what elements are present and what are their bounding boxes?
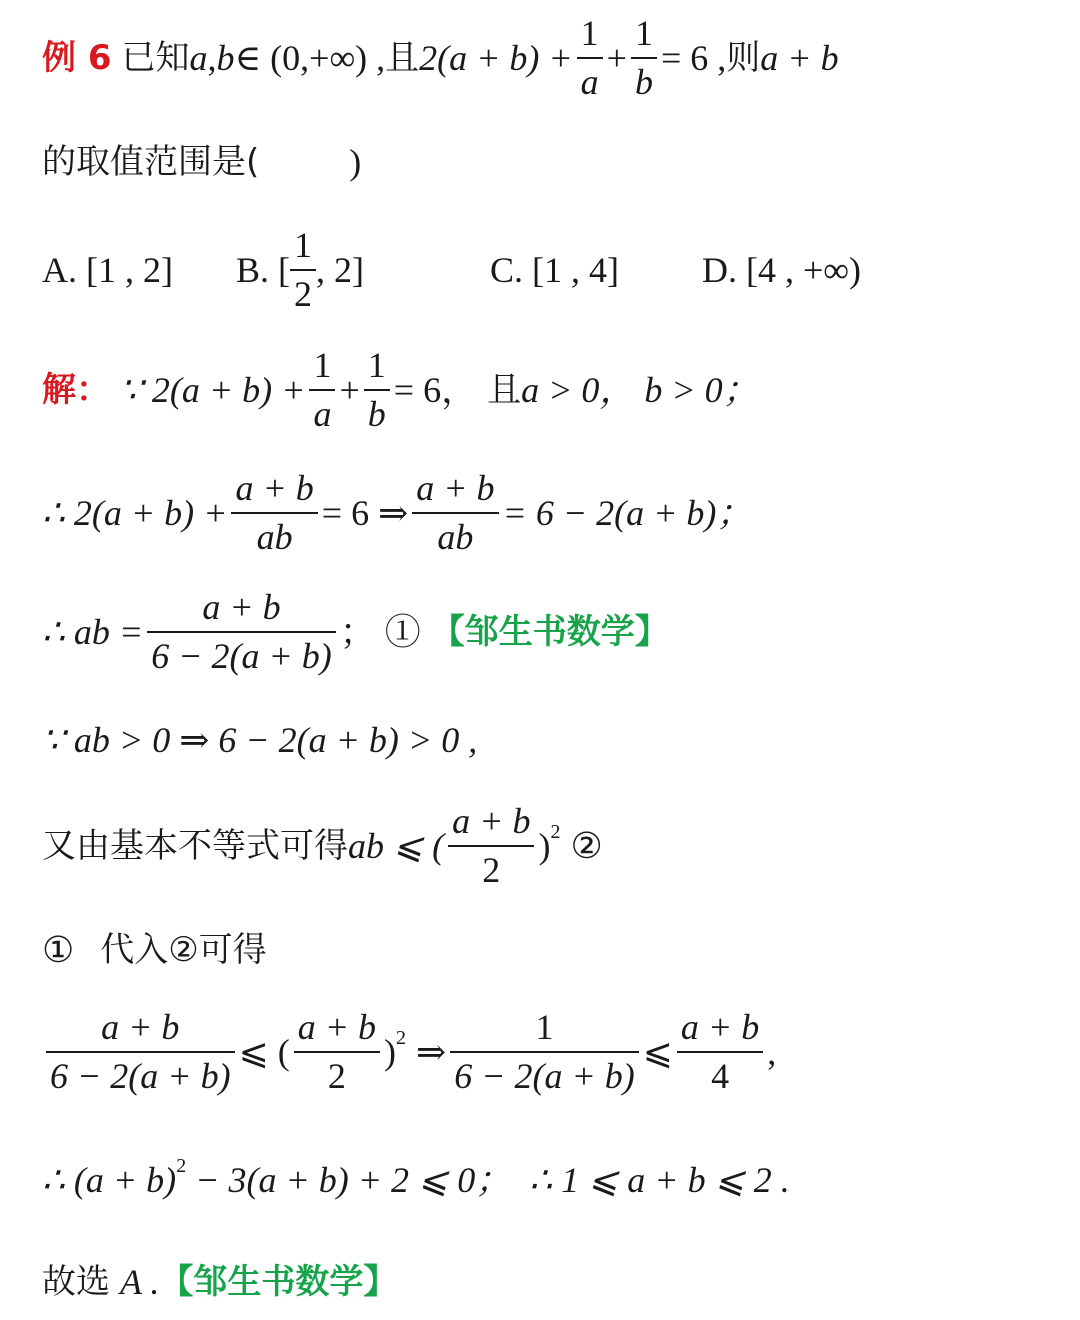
s5-mark: ②	[570, 826, 603, 866]
fraction-denominator: 6 − 2(a + b)	[454, 1056, 635, 1096]
solution-line-9	[42, 1260, 1050, 1304]
fraction-sum-over-ab	[231, 468, 317, 559]
s5-exponent: 2	[550, 821, 561, 843]
s3-post: ； ①	[339, 612, 421, 652]
s1-because: ∵ 2(a + b) +	[120, 370, 306, 410]
s5-expr: ab ⩽ (	[348, 826, 445, 866]
fraction-denominator: 6 − 2(a + b)	[50, 1056, 231, 1096]
expr-sum-times-two: 2(a + b) +	[419, 38, 573, 78]
choices-row	[42, 224, 1050, 314]
brand-tag: 【邹生书数学】	[430, 612, 669, 652]
s1-conditions: a > 0， b > 0；	[521, 370, 759, 410]
s9-answer: A .	[120, 1262, 160, 1302]
solution-line-6	[42, 928, 1050, 972]
fraction-sum-over-ab	[412, 468, 498, 559]
s6-mark: ①	[42, 930, 75, 970]
a-plus-b: a + b	[760, 38, 839, 78]
choice-b-prefix: B. [	[236, 250, 290, 290]
fraction-numerator: 1	[535, 1006, 554, 1047]
s1-equals: = 6，	[393, 370, 478, 410]
fraction-numerator: 1	[634, 12, 653, 53]
problem-line-2	[42, 140, 1050, 184]
s1-and: 且	[487, 370, 522, 410]
solution-line-7	[42, 1006, 1050, 1098]
fraction-numerator: 1	[313, 344, 332, 385]
fraction-denominator: a	[580, 62, 599, 102]
fraction-numerator: a + b	[235, 467, 314, 508]
fraction-numerator: a + b	[416, 467, 495, 508]
solution-line-5	[42, 800, 1050, 892]
s8-a: ∴ (a + b)	[42, 1160, 177, 1200]
choice-d[interactable]: D. [4 , +∞)	[702, 250, 861, 290]
plus-sign: +	[339, 370, 360, 410]
fraction-denominator: 6 − 2(a + b)	[151, 636, 332, 676]
and-text: 且	[385, 38, 420, 78]
s3-pre: ∴ ab =	[42, 612, 144, 652]
fraction-denominator: 2	[327, 1056, 346, 1096]
s7-exponent: 2	[396, 1027, 407, 1049]
choice-a[interactable]: A. [1 , 2]	[42, 250, 173, 290]
s6-text: 代入②可得	[100, 930, 267, 970]
domain: ∈ (0,+∞) ,	[234, 38, 386, 78]
fraction-one-over-a	[577, 13, 603, 104]
fraction-numerator: 1	[367, 344, 386, 385]
brand-tag: 【邹生书数学】	[159, 1262, 398, 1302]
choice-b[interactable]	[236, 225, 490, 316]
fraction-denominator: ab	[437, 517, 474, 557]
s2-mid: = 6 ⇒	[321, 493, 409, 533]
solution-line-4	[42, 718, 1050, 762]
s5-close: )	[538, 826, 551, 866]
s9-text: 故选	[42, 1262, 110, 1302]
fraction-numerator: a + b	[452, 800, 531, 841]
fraction-sum-over-four	[677, 1007, 763, 1098]
fraction-numerator: a + b	[101, 1006, 180, 1047]
choice-b-suffix: , 2]	[316, 250, 364, 290]
then-text: 则	[726, 38, 761, 78]
s2-pre: ∴ 2(a + b) +	[42, 493, 228, 533]
solution-line-3	[42, 586, 1050, 678]
s8-b: − 3(a + b) + 2 ⩽ 0； ∴ 1 ⩽ a + b ⩽ 2 .	[186, 1160, 790, 1200]
fraction-numerator: 1	[580, 12, 599, 53]
s2-post: = 6 − 2(a + b)；	[502, 493, 753, 533]
comma: ,	[207, 38, 217, 78]
fraction-denominator: 2	[482, 850, 501, 890]
range-question: 的取值范围是(	[42, 142, 260, 182]
fraction-denominator: 4	[711, 1056, 730, 1096]
fraction-denominator: b	[367, 394, 386, 434]
s7-close: )	[384, 1032, 397, 1072]
s7-end: ,	[767, 1032, 777, 1072]
solution-line-2	[42, 467, 1050, 557]
fraction-sum-over-two	[294, 1007, 380, 1098]
fraction-denominator: a	[313, 394, 332, 434]
s7-le: ⩽ (	[238, 1032, 290, 1072]
s5-text: 又由基本不等式可得	[42, 826, 348, 866]
solution-line-1	[42, 344, 1050, 434]
fraction-numerator: a + b	[297, 1006, 377, 1047]
fraction-numerator: a + b	[680, 1006, 760, 1047]
plus-sign: +	[606, 38, 627, 78]
var-a: a	[189, 38, 208, 78]
fraction-numerator: 1	[294, 224, 312, 265]
fraction-ab-expression	[147, 587, 336, 678]
fraction-sum-over-expr	[46, 1007, 235, 1098]
close-paren: )	[349, 142, 362, 182]
fraction-one-over-b	[631, 13, 657, 104]
example-label: 例 6	[42, 38, 112, 78]
problem-line-1	[42, 12, 1050, 102]
fraction-sum-over-two	[448, 801, 534, 892]
var-b: b	[216, 38, 235, 78]
s7-le2: ⩽	[642, 1032, 673, 1072]
solution-label: 解：	[42, 370, 110, 410]
s4-text: ∵ ab > 0 ⇒ 6 − 2(a + b) > 0 ,	[42, 720, 478, 760]
fraction-one-over-expr	[450, 1007, 639, 1098]
s7-implies: ⇒	[416, 1032, 447, 1072]
fraction-one-half	[290, 225, 316, 316]
s8-exponent: 2	[176, 1155, 187, 1177]
choice-c[interactable]: C. [1 , 4]	[490, 250, 619, 290]
fraction-one-over-b	[364, 345, 390, 436]
equals-six: = 6 ,	[660, 38, 727, 78]
fraction-denominator: 2	[294, 274, 312, 314]
fraction-denominator: ab	[256, 517, 293, 557]
fraction-numerator: a + b	[202, 586, 281, 627]
fraction-one-over-a	[309, 345, 335, 436]
stem-known: 已知	[121, 38, 190, 78]
solution-line-8	[42, 1155, 1050, 1202]
fraction-denominator: b	[634, 62, 653, 102]
